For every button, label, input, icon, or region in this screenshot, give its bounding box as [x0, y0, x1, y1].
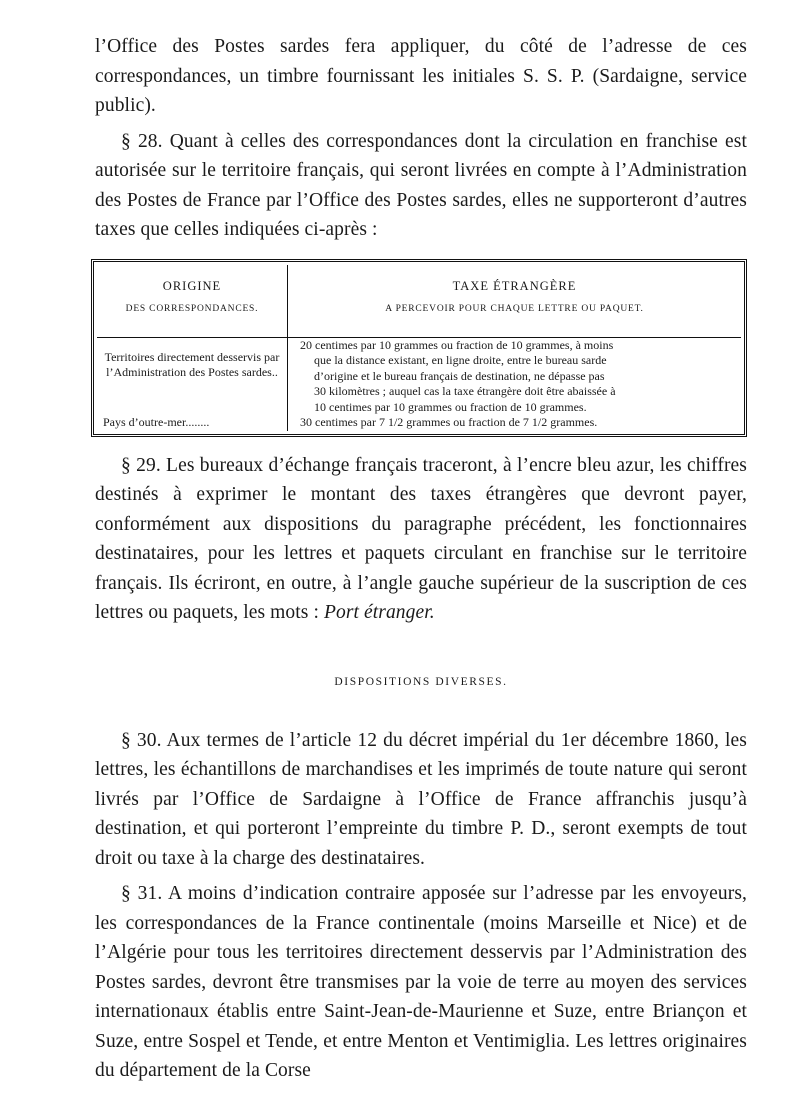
- table-header-row: [97, 265, 741, 338]
- row-origin: Pays d’outre-mer........: [103, 415, 210, 429]
- header-origin-subtitle: DES CORRESPONDANCES.: [125, 303, 259, 314]
- header-tax-title: TAXE ÉTRANGÈRE: [452, 278, 577, 293]
- row-tax: [288, 338, 741, 416]
- paragraph-29-italic: Port étranger.: [323, 602, 435, 623]
- tax-line: d’origine et le bureau français de destination, ne dépasse pas: [314, 368, 605, 383]
- row-tax: [288, 415, 741, 431]
- tax-line: que la distance existant, en ligne droite, entre le bureau sarde: [314, 353, 607, 367]
- tax-table: [91, 259, 747, 437]
- header-origin-title: ORIGINE: [162, 278, 222, 293]
- header-origin: [97, 265, 288, 338]
- paragraph-31: § 31. A moins d’indication contraire apposée sur l’adresse par les envoyeurs, les correspondances de la France continentale (moins Marseille et Nice) et de l’Algérie pour tous les territoires directement desservis par l’Administration des Postes sardes, devront être transmises par la voie de terre au moyen des services internationaux établis entre Saint-Jean-de-Maurienne et Suze, entre Briançon et Suze, entre Sospel et Tende, et entre Menton et Ventimiglia. Les lettres originaires du département de la Corse: [95, 883, 747, 1081]
- table-row: [97, 415, 741, 431]
- paragraph-28: § 28. Quant à celles des correspondances dont la circulation en franchise est autorisée sur le territoire français, qui seront livrées en compte à l’Administration des Postes de France par l’Office des Postes sardes, elles ne supporteront d’autres taxes que celles indiquées ci-après :: [95, 130, 747, 240]
- header-tax: [288, 265, 742, 338]
- paragraph-continued: l’Office des Postes sardes fera appliquer, du côté de l’adresse de ces correspondances, un timbre fournissant les initiales S. S. P. (Sardaigne, service public).: [95, 36, 747, 116]
- tax-line: 20 centimes par 10 grammes ou fraction de 10 grammes, à moins: [300, 337, 614, 352]
- tax-line: 30 kilomètres ; auquel cas la taxe étrangère doit être abaissée à: [314, 384, 616, 398]
- document-page: [95, 32, 747, 1086]
- paragraph-29-text: § 29. Les bureaux d’échange français traceront, à l’encre bleu azur, les chiffres destinés à exprimer le montant des taxes étrangères que devront payer, conformément aux dispositions du paragraphe précédent, les fonctionnaires destinataires, pour les lettres et paquets circulant en franchise sur le territoire français. Ils écriront, en outre, à l’angle gauche supérieur de la suscription de ces lettres ou paquets, les mots :: [95, 454, 747, 623]
- tax-line: 30 centimes par 7 1/2 grammes ou fraction de 7 1/2 grammes.: [300, 415, 598, 429]
- header-tax-subtitle: A PERCEVOIR POUR CHAQUE LETTRE OU PAQUET.: [385, 303, 644, 314]
- paragraph-30: § 30. Aux termes de l’article 12 du décret impérial du 1er décembre 1860, les lettres, les échantillons de marchandises et les imprimés de toute nature qui seront livrés par l’Office de Sardaigne à l’Office de France affranchis jusqu’à destination, et qui porteront l’empreinte du timbre P. D., seront exempts de tout droit ou taxe à la charge des destinataires.: [95, 729, 747, 869]
- section-title: DISPOSITIONS DIVERSES.: [334, 675, 508, 688]
- paragraph-29: [95, 451, 747, 628]
- tax-line: 10 centimes par 10 grammes ou fraction de 10 grammes.: [314, 399, 587, 414]
- table-row: [97, 337, 741, 415]
- row-origin: Territoires directement desservis par l’Administration des Postes sardes..: [104, 349, 280, 379]
